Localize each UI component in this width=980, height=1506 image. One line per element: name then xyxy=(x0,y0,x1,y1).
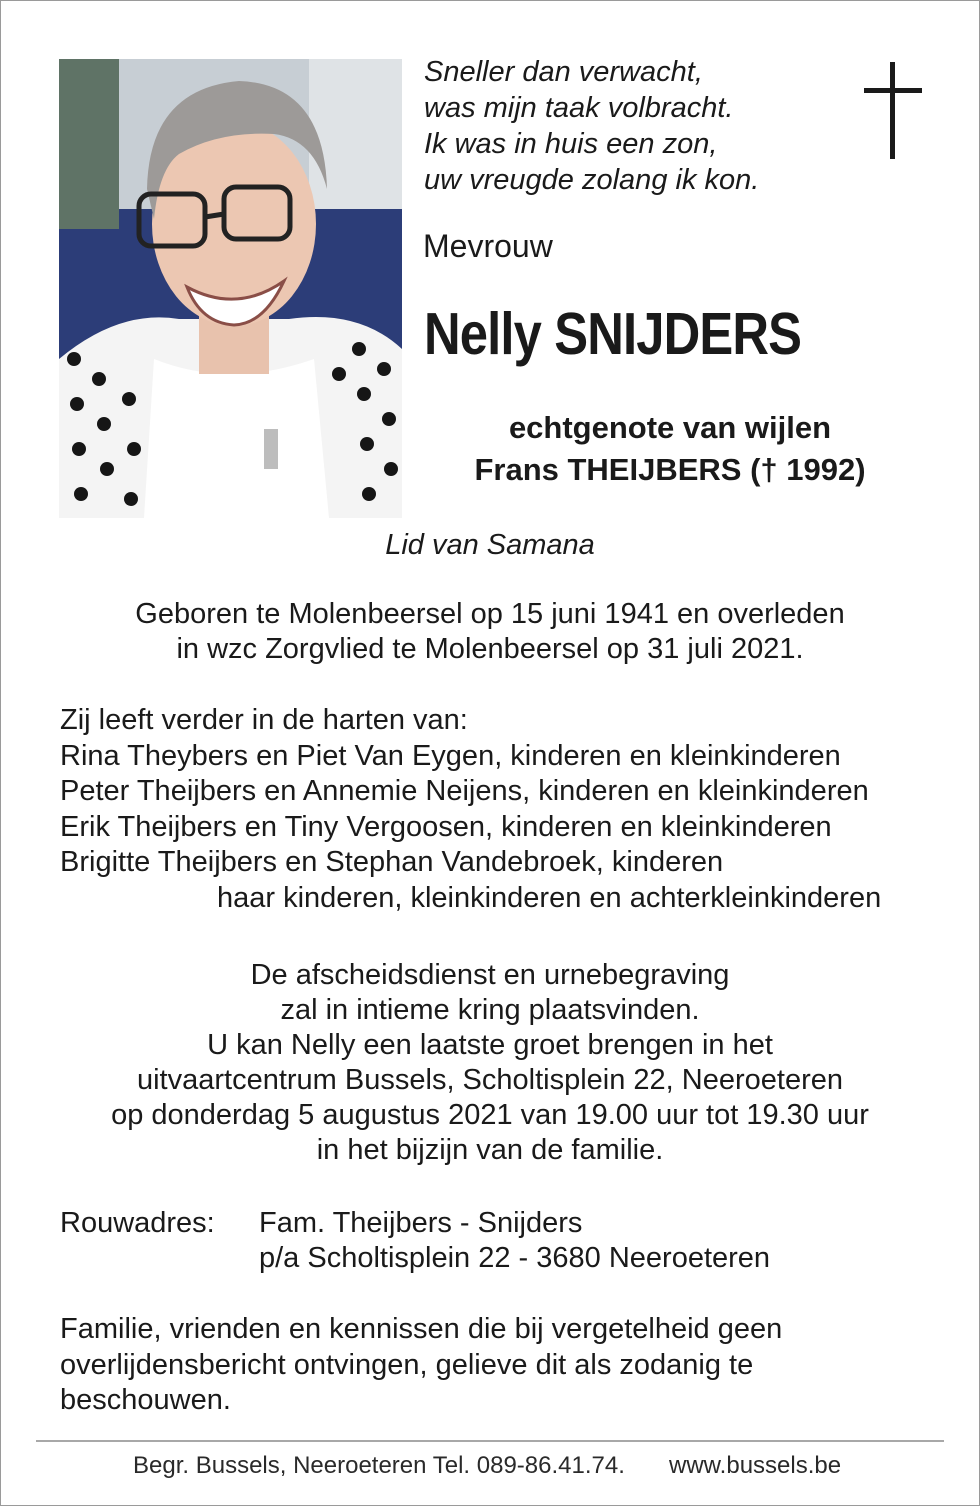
address-line: Fam. Theijbers - Snijders xyxy=(259,1207,583,1239)
salutation: Mevrouw xyxy=(423,228,553,264)
survivor-line: Brigitte Theijbers en Stephan Vandebroek, kinderen xyxy=(60,846,724,878)
mourning-address xyxy=(259,1206,770,1276)
poem-line: Sneller dan verwacht, xyxy=(424,56,703,88)
ceremony-line: uitvaartcentrum Bussels, Scholtisplein 22, Neeroeteren xyxy=(136,1064,844,1096)
undertaker-contact: Begr. Bussels, Neeroeteren Tel. 089-86.41.74. xyxy=(133,1452,625,1479)
notice-line: Familie, vrienden en kennissen die bij vergetelheid geen xyxy=(60,1313,783,1345)
address-line: p/a Scholtisplein 22 - 3680 Neeroeteren xyxy=(259,1242,771,1274)
notice-line: overlijdensbericht ontvingen, gelieve dit als zodanig te xyxy=(60,1348,754,1381)
cross-icon xyxy=(864,62,922,160)
spouse-relation: echtgenote van wijlen xyxy=(508,410,832,445)
undertaker-website: www.bussels.be xyxy=(669,1452,842,1479)
poem-line: Ik was in huis een zon, xyxy=(424,128,718,160)
deceased-name: Nelly SNIJDERS xyxy=(424,301,802,367)
notice-text xyxy=(60,1312,782,1419)
birth-death-details xyxy=(0,597,980,667)
survivors-intro: Zij leeft verder in de harten van: xyxy=(60,704,468,736)
ceremony-line: U kan Nelly een laatste groet brengen in het xyxy=(207,1029,773,1061)
survivors-closing: haar kinderen, kleinkinderen en achterkleinkinderen xyxy=(217,881,882,914)
survivor-line: Peter Theijbers en Annemie Neijens, kinderen en kleinkinderen xyxy=(60,775,869,807)
membership: Lid van Samana xyxy=(385,529,595,561)
survivor-line: Rina Theybers en Piet Van Eygen, kinderen en kleinkinderen xyxy=(60,739,841,772)
ceremony-line: De afscheidsdienst en urnebegraving xyxy=(250,959,730,991)
footer-divider xyxy=(36,1440,944,1442)
birth-death-line: in wzc Zorgvlied te Molenbeersel op 31 juli 2021. xyxy=(176,633,804,665)
poem-line: was mijn taak volbracht. xyxy=(424,92,734,124)
spouse-name: Frans THEIJBERS († 1992) xyxy=(474,452,866,487)
address-label: Rouwadres: xyxy=(60,1207,215,1239)
portrait-photo xyxy=(59,59,402,518)
birth-death-line: Geboren te Molenbeersel op 15 juni 1941 en overleden xyxy=(135,598,845,630)
ceremony-line: zal in intieme kring plaatsvinden. xyxy=(280,994,700,1026)
notice-line: beschouwen. xyxy=(60,1384,231,1416)
poem-line: uw vreugde zolang ik kon. xyxy=(424,164,760,196)
ceremony-line: in het bijzijn van de familie. xyxy=(316,1134,664,1166)
survivor-line: Erik Theijbers en Tiny Vergoosen, kinderen en kleinkinderen xyxy=(60,810,832,843)
survivors-list xyxy=(60,703,881,916)
memorial-poem xyxy=(424,54,759,198)
ceremony-line: op donderdag 5 augustus 2021 van 19.00 uur tot 19.30 uur xyxy=(111,1099,869,1131)
ceremony-details xyxy=(0,958,980,1168)
